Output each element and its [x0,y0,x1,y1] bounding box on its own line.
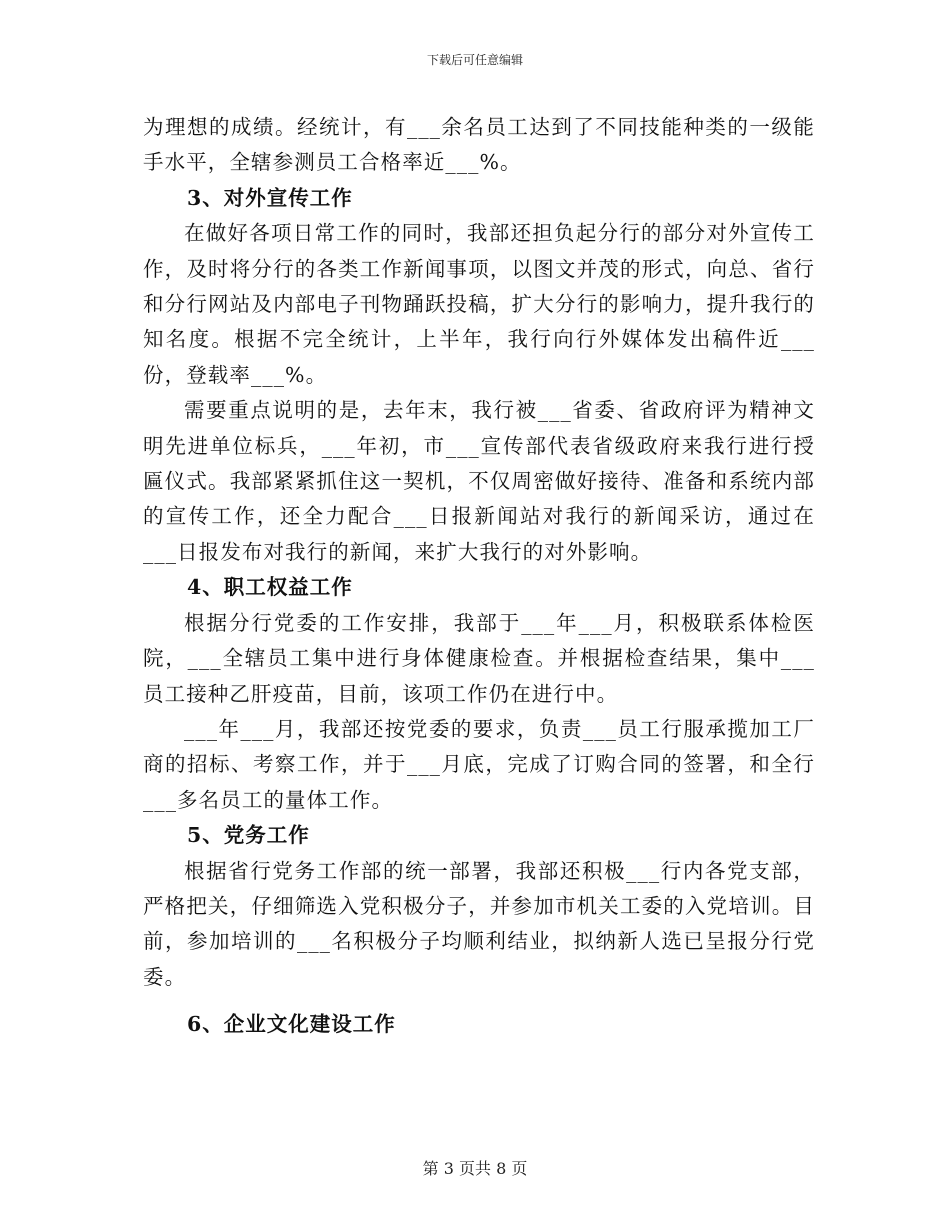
paragraph-party-work: 根据省行党务工作部的统一部署，我部还积极___行内各党支部，严格把关，仔细筛选入党积极分子，并参加市机关工委的入党培训。目前，参加培训的___名积极分子均顺利结业，拟纳新人选已呈报分行党委。 [143,858,815,989]
section-heading-5: 5、党务工作 [187,823,310,848]
page-footer: 第 3 页共 8 页 [422,1159,528,1178]
document-body [143,110,815,1043]
paragraph-publicity-work: 在做好各项日常工作的同时，我部还担负起分行的部分对外宣传工作，及时将分行的各类工作新闻事项，以图文并茂的形式，向总、省行和分行网站及内部电子刊物踊跃投稿，扩大分行的影响力，提升我行的知名度。根据不完全统计，上半年，我行向行外媒体发出稿件近___份，登载率___%。 [143,221,815,387]
section-heading-4: 4、职工权益工作 [187,575,353,600]
section-heading-6: 6、企业文化建设工作 [187,1012,396,1037]
paragraph-uniform-procurement: ___年___月，我部还按党委的要求，负责___员工行服承揽加工厂商的招标、考察工作，并于___月底，完成了订购合同的签署，和全行___多名员工的量体工作。 [143,716,815,812]
paragraph-health-check: 根据分行党委的工作安排，我部于___年___月，积极联系体检医院，___全辖员工集中进行身体健康检查。并根据检查结果，集中___员工接种乙肝疫苗，目前，该项工作仍在进行中。 [143,610,815,706]
paragraph-publicity-highlight: 需要重点说明的是，去年末，我行被___省委、省政府评为精神文明先进单位标兵，___年初，市___宣传部代表省级政府来我行进行授匾仪式。我部紧紧抓住这一契机，不仅周密做好接待、准备和系统内部的宣传工作，还全力配合___日报新闻站对我行的新闻采访，通过在___日报发布对我行的新闻，来扩大我行的对外影响。 [143,398,815,564]
paragraph-continuation: 为理想的成绩。经统计，有___余名员工达到了不同技能种类的一级能手水平，全辖参测员工合格率近___%。 [143,115,815,175]
page-header: 下载后可任意编辑 [426,53,523,67]
section-heading-3: 3、对外宣传工作 [187,185,353,210]
